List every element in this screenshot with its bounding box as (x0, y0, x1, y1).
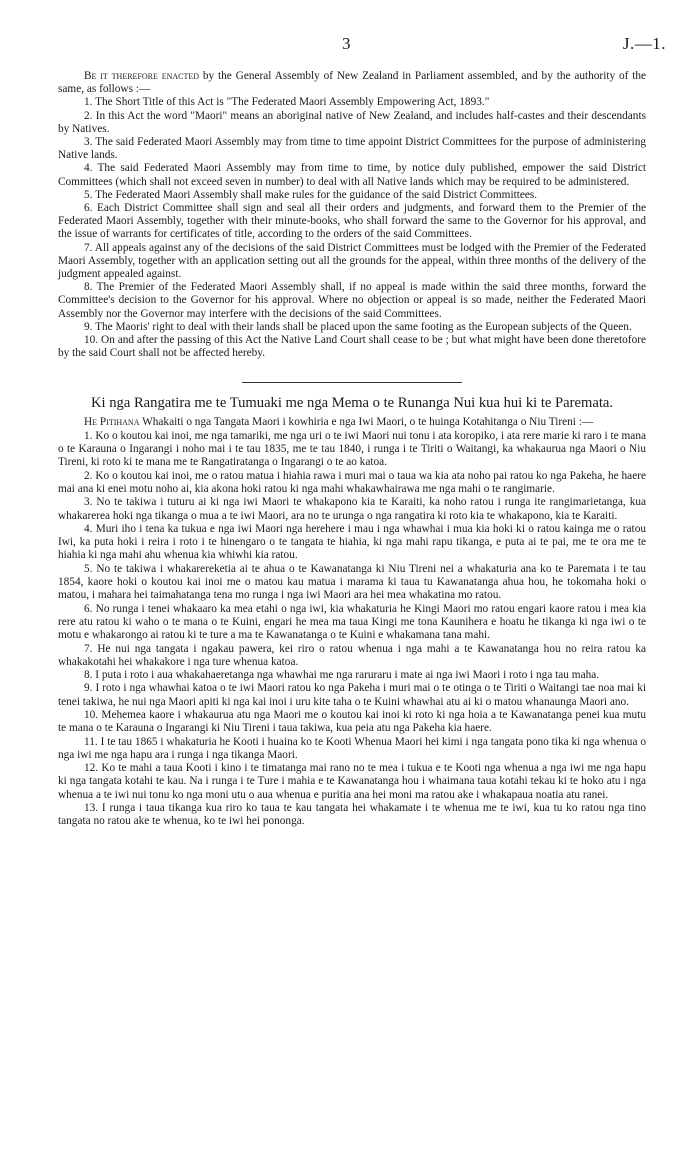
petition-clause: 2. Ko o koutou kai inoi, me o ratou matua i hiahia rawa i muri mai o taua wa kia ata noho pai ratou ko nga Pakeha, he haere mai ana ki enei motu noho ai, kia akona hoki ratou ki nga mahi whakawhairawa me nga mahi o te rangimarie. (58, 469, 646, 495)
act-clause: 1. The Short Title of this Act is "The Federated Maori Assembly Empowering Act, 1893." (84, 96, 490, 109)
maori-petition-section (58, 395, 646, 828)
petition-clause: 12. Ko te mahi a taua Kooti i kino i te timatanga mai rano no te mea i tukua e te Kooti nga whenua a nga iwi me nga hapu ki nga tangata kotahi te kau. Na i runga i te Ture i mahia e te Kawanatanga hou i whaimana taua kotahi tekau ki te hoko atu i nga whenua a te iwi nui tonu ko nga moni utu o aua whenua e puritia ana hei moni ma ratou ake i whakapaua noatia atu ranei. (58, 762, 646, 801)
petition-lead: He Pitihana (84, 416, 140, 429)
act-clause: 7. All appeals against any of the decisions of the said District Committees must be lodged with the Premier of the Federated Maori Assembly, together with an application setting out all the grounds for the appeal, within three months of the delivery of the judgment appealed against. (58, 241, 646, 281)
english-act-section (58, 70, 646, 360)
act-clause: 6. Each District Committee shall sign and seal all their orders and judgments, and forward them to the Premier of the Federated Maori Assembly, together with their minute-books, who shall forward the same to the Governor for his approval, and the issue of warrants for certificates of title, according to the orders of the said Committees. (58, 202, 646, 241)
petition-intro (58, 416, 646, 429)
act-clause: 4. The said Federated Maori Assembly may from time to time, by notice duly published, empower the said District Committees (which shall not exceed seven in number) to deal with all Native lands which may be required to be administered. (58, 162, 646, 188)
act-clause: 5. The Federated Maori Assembly shall make rules for the guidance of the said District Committees. (84, 188, 538, 201)
enacting-text: by the General Assembly of New Zealand in Parliament assembled, and by the authority of the same, as follows :— (58, 70, 647, 96)
act-clause: 8. The Premier of the Federated Maori Assembly shall, if no appeal is made within the said three months, forward the Committee's decision to the Governor for his approval. Where no objection or appeal is so made, neither the Federated Maori Assembly nor the Governor may interfere with the decisions of the said Committees. (58, 281, 646, 320)
act-clause: 10. On and after the passing of this Act the Native Land Court shall cease to be ; but what might have been done theretofore by the said Court shall not be affected hereby. (58, 334, 646, 360)
petition-clause: 1. Ko o koutou kai inoi, me nga tamariki, me nga uri o te iwi Maori nui tonu i ata koropiko, i ata rere marie ki raro i te mana o te Karauna o Ingarangi i noho mai i te tau 1835, me te tau 1840, i runga i te Tiriti o Waitangi, ka whakaurua nga Maori o Niu Tireni, ki roto ki te mana me te Rangatiratanga o Ingarangi o te ao katoa. (58, 429, 646, 469)
petition-title: Ki nga Rangatira me te Tumuaki me nga Mema o te Runanga Nui kua hui ki te Paremata. (90, 395, 613, 412)
petition-clause: 4. Muri iho i tena ka tukua e nga iwi Maori nga herehere i mau i nga whawhai i mua kia hoki ki o ratou kainga me o ratou Iwi, ka puta hoki i reira i roto i te hinengaro o te tangata te hiahia, ki nga mahi rapu tikanga, e puta ai te pai, me te ora me te hiahia ki nga mahi ahu whenua kia whiwhi kia ratou. (58, 522, 646, 562)
enacting-clause (58, 70, 646, 96)
petition-intro-text: Whakaiti o nga Tangata Maori i kowhiria e nga Iwi Maori, o te huinga Kotahitanga o Niu Tireni :— (139, 416, 594, 429)
act-clause: 9. The Maoris' right to deal with their lands shall be placed upon the same footing as the European subjects of the Queen. (84, 320, 632, 333)
page-number: 3 (342, 34, 351, 53)
petition-clause: 5. No te takiwa i whakarereketia ai te ahua o te Kawanatanga ki Niu Tireni nei a whakaturia ana ko te Paremata i te tau 1854, kaore hoki o koutou kai inoi me o matou kau matua i marama ki taua tu Kawanatanga ahua hou, he tokomaha hoki o matou, i mahara hei taimahatanga tena mo runga i nga iwi Maori ara hei mea whakatina mo ratou. (58, 562, 646, 602)
petition-clause: 3. No te takiwa i tuturu ai ki nga iwi Maori te whakapono kia te Karaiti, ka noho ratou i runga ite rangimarietanga, kua whakarerea hoki nga tikanga o mua a te iwi Maori, ara no te urunga o nga rangatira ki roto kia te whakapono, kia te Karaiti. (58, 496, 646, 522)
document-reference: J.—1. (622, 34, 666, 53)
petition-clause: 9. I roto i nga whawhai katoa o te iwi Maori ratou ko nga Pakeha i muri mai o te otinga o te Tiriti o Waitangi tae noa mai ki tenei takiwa, he nui nga Maori apiti ki nga kai inoi i uru kite taha o te Kuini whawhai atu ai ki o matou whanaunga Maori ano. (58, 682, 646, 708)
page-header (0, 34, 700, 58)
petition-clause: 7. He nui nga tangata i ngakau pawera, kei riro o ratou whenua i nga mahi a te Kawanatanga hou no reira ratou ka whakakotahi hei whakakore i nga ture whenua katoa. (58, 642, 646, 668)
petition-clause: 8. I puta i roto i aua whakahaeretanga nga whawhai me nga raruraru i mate ai nga iwi Maori i roto i nga tau maha. (84, 669, 600, 682)
petition-clause: 13. I runga i taua tikanga kua riro ko taua te kau tangata hei whakamate i te whenua me te iwi, kua tu ko ratou nga tino tangata no ratou ake te whenua, ko te iwi hei pononga. (58, 802, 646, 828)
act-clause: 3. The said Federated Maori Assembly may from time to time appoint District Committees for the purpose of administering Native lands. (58, 136, 646, 162)
act-clause: 2. In this Act the word "Maori" means an aboriginal native of New Zealand, and includes half-castes and their descendants by Natives. (58, 109, 646, 135)
section-divider (242, 382, 462, 383)
petition-clause: 10. Mehemea kaore i whakaurua atu nga Maori me o koutou kai inoi ki roto ki nga hoia a te Kawanatanga penei kua mutu te mana o te Karauna o Ingarangi ki Niu Tireni i taua takiwa, kua peia atu nga Pakeha kia haere. (58, 709, 646, 735)
enacting-lead: Be it therefore enacted (84, 70, 200, 82)
petition-clause: 11. I te tau 1865 i whakaturia he Kooti i huaina ko te Kooti Whenua Maori hei kimi i nga tangata pono tika ki nga whenua o nga iwi me nga hapu ara i runga i nga tikanga Maori. (58, 735, 646, 761)
page-body (58, 70, 646, 829)
petition-clause: 6. No runga i tenei whakaaro ka mea etahi o nga iwi, kia whakaturia he Kingi Maori mo ratou engari kaore ratou i mea kia rere atu ratou ki waho o te mana o te Kuini, engari he mea ma taua Kingi me tona Kaunihera e hoatu he tikanga ki nga iwi o te motu e whakarongo ai ratou ki te ture a ma te Kawanatanga o te Kuini e whakamana tana mahi. (58, 602, 646, 642)
